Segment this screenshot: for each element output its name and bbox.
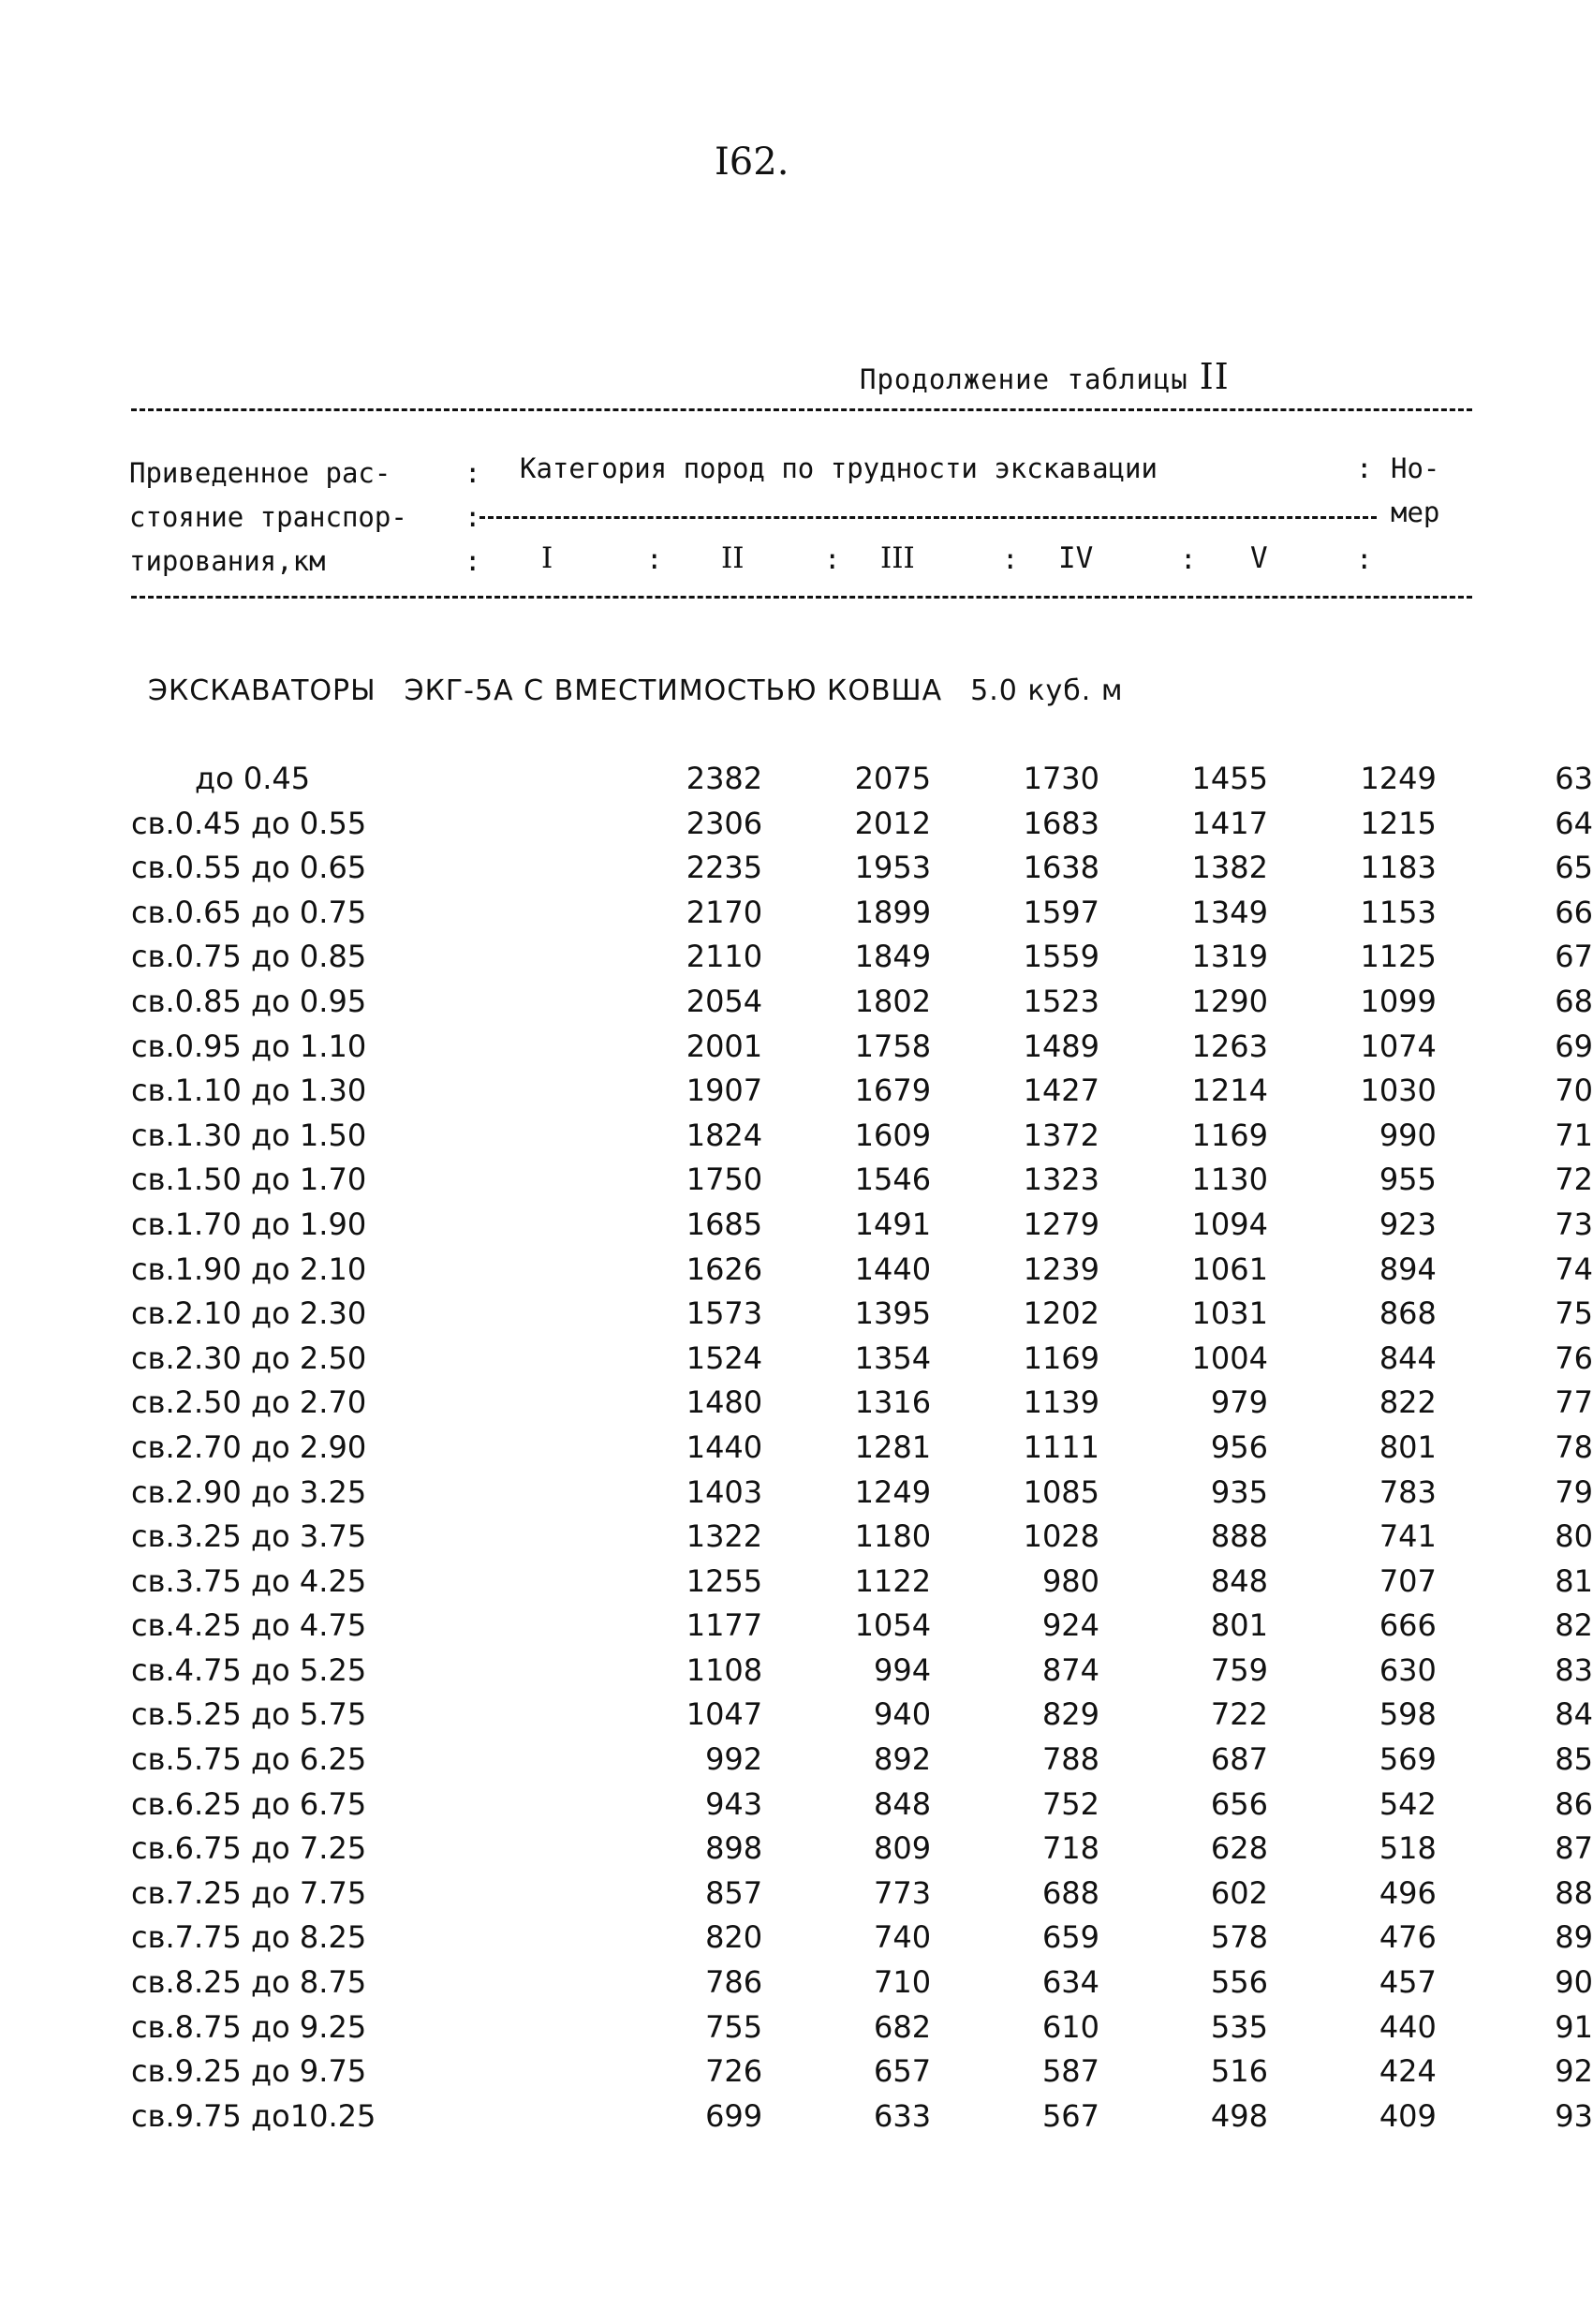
value-cat-v: 476 xyxy=(1379,1919,1437,1956)
value-cat-iii: 874 xyxy=(1041,1651,1100,1688)
value-cat-iv: 687 xyxy=(1210,1741,1268,1778)
distance-range: св.0.95 до 1.10 xyxy=(131,1028,367,1064)
value-cat-ii: 892 xyxy=(874,1741,932,1778)
value-cat-iii: 1730 xyxy=(1023,761,1100,796)
value-cat-v: 1074 xyxy=(1360,1028,1437,1064)
value-cat-v: 630 xyxy=(1379,1651,1437,1688)
row-number: 90 xyxy=(1555,1964,1593,2001)
value-cat-iii: 1111 xyxy=(1023,1428,1100,1465)
table-row xyxy=(131,1872,1593,1917)
table-row xyxy=(131,1604,1593,1649)
value-cat-iv: 1031 xyxy=(1191,1295,1268,1332)
value-cat-ii: 1440 xyxy=(854,1251,932,1287)
value-cat-iii: 567 xyxy=(1041,2097,1100,2134)
table-row xyxy=(131,1025,1593,1070)
value-cat-iii: 1559 xyxy=(1023,939,1100,975)
value-cat-iii: 1638 xyxy=(1023,850,1100,886)
table-row xyxy=(131,1337,1593,1382)
value-cat-i: 1824 xyxy=(686,1117,763,1153)
header-col1-line3: тирования,км xyxy=(129,545,326,577)
value-cat-v: 457 xyxy=(1379,1964,1437,2001)
distance-range: св.2.10 до 2.30 xyxy=(131,1295,367,1332)
distance-range: св.1.30 до 1.50 xyxy=(131,1117,367,1153)
value-cat-v: 424 xyxy=(1379,2053,1437,2090)
row-number: 65 xyxy=(1555,850,1593,886)
row-number: 63 xyxy=(1555,761,1593,796)
distance-range: до 0.45 xyxy=(195,761,311,796)
header-separator: : xyxy=(1180,543,1197,575)
value-cat-iv: 1094 xyxy=(1191,1206,1268,1242)
value-cat-i: 699 xyxy=(705,2097,763,2134)
row-number: 85 xyxy=(1555,1741,1593,1778)
number-header-line1: Но- xyxy=(1391,452,1440,484)
header-col1-line1: Приведенное рас- xyxy=(129,457,391,489)
category-title: Категория пород по трудности экскавации xyxy=(520,452,1158,484)
value-cat-iv: 1349 xyxy=(1191,894,1268,930)
row-number: 81 xyxy=(1555,1562,1593,1599)
row-number: 71 xyxy=(1555,1117,1593,1153)
distance-range: св.7.75 до 8.25 xyxy=(131,1919,367,1956)
table-number: II xyxy=(1199,356,1230,397)
distance-range: св.5.75 до 6.25 xyxy=(131,1741,367,1778)
value-cat-i: 992 xyxy=(705,1741,763,1778)
row-number: 92 xyxy=(1555,2053,1593,2090)
value-cat-v: 990 xyxy=(1379,1117,1437,1153)
value-cat-iii: 1683 xyxy=(1023,805,1100,841)
value-cat-ii: 848 xyxy=(874,1785,932,1822)
value-cat-iv: 1417 xyxy=(1191,805,1268,841)
value-cat-ii: 1354 xyxy=(854,1340,932,1376)
distance-range: св.0.75 до 0.85 xyxy=(131,939,367,975)
row-number: 93 xyxy=(1555,2097,1593,2134)
value-cat-i: 857 xyxy=(705,1874,763,1911)
value-cat-v: 844 xyxy=(1379,1340,1437,1376)
value-cat-i: 898 xyxy=(705,1830,763,1867)
value-cat-ii: 1249 xyxy=(854,1473,932,1510)
header-col1-line2: стояние транспор- xyxy=(129,501,407,533)
table-row xyxy=(131,1114,1593,1159)
value-cat-iii: 1323 xyxy=(1023,1162,1100,1198)
value-cat-iii: 924 xyxy=(1041,1607,1100,1644)
value-cat-v: 1153 xyxy=(1360,894,1437,930)
distance-range: св.3.75 до 4.25 xyxy=(131,1562,367,1599)
value-cat-v: 783 xyxy=(1379,1473,1437,1510)
value-cat-i: 1626 xyxy=(686,1251,763,1287)
value-cat-v: 569 xyxy=(1379,1741,1437,1778)
category-v: V xyxy=(1250,541,1268,575)
value-cat-i: 1047 xyxy=(686,1696,763,1733)
value-cat-ii: 1395 xyxy=(854,1295,932,1332)
table-row xyxy=(131,846,1593,891)
distance-range: св.6.75 до 7.25 xyxy=(131,1830,367,1867)
table-continuation-label xyxy=(860,356,1230,397)
value-cat-iii: 1372 xyxy=(1023,1117,1100,1153)
header-separator: : xyxy=(465,501,481,533)
value-cat-iv: 1455 xyxy=(1191,761,1268,796)
value-cat-i: 820 xyxy=(705,1919,763,1956)
category-ii: II xyxy=(721,541,745,575)
distance-range: св.2.50 до 2.70 xyxy=(131,1384,367,1421)
value-cat-i: 1255 xyxy=(686,1562,763,1599)
value-cat-iv: 1061 xyxy=(1191,1251,1268,1287)
distance-range: св.2.90 до 3.25 xyxy=(131,1473,367,1510)
table-body xyxy=(131,757,1593,2139)
value-cat-i: 2382 xyxy=(686,761,763,796)
header-separator: : xyxy=(1356,452,1373,484)
value-cat-v: 741 xyxy=(1379,1518,1437,1555)
row-number: 74 xyxy=(1555,1251,1593,1287)
row-number: 78 xyxy=(1555,1428,1593,1465)
value-cat-v: 1249 xyxy=(1360,761,1437,796)
value-cat-iv: 578 xyxy=(1210,1919,1268,1956)
value-cat-iv: 1214 xyxy=(1191,1073,1268,1109)
value-cat-iii: 1427 xyxy=(1023,1073,1100,1109)
value-cat-i: 2306 xyxy=(686,805,763,841)
value-cat-ii: 1953 xyxy=(854,850,932,886)
distance-range: св.8.25 до 8.75 xyxy=(131,1964,367,2001)
value-cat-ii: 1899 xyxy=(854,894,932,930)
value-cat-ii: 1281 xyxy=(854,1428,932,1465)
row-number: 86 xyxy=(1555,1785,1593,1822)
header-separator: : xyxy=(465,545,481,577)
value-cat-iv: 556 xyxy=(1210,1964,1268,2001)
value-cat-v: 801 xyxy=(1379,1428,1437,1465)
header-separator: : xyxy=(1002,543,1019,575)
category-iii: III xyxy=(880,541,915,575)
distance-range: св.2.70 до 2.90 xyxy=(131,1428,367,1465)
row-number: 69 xyxy=(1555,1028,1593,1064)
value-cat-i: 1322 xyxy=(686,1518,763,1555)
value-cat-i: 2110 xyxy=(686,939,763,975)
page-number: I62. xyxy=(715,141,789,184)
value-cat-iv: 1382 xyxy=(1191,850,1268,886)
section-title xyxy=(148,674,1123,707)
value-cat-v: 1215 xyxy=(1360,805,1437,841)
value-cat-v: 666 xyxy=(1379,1607,1437,1644)
header-separator: : xyxy=(1356,543,1373,575)
category-iv: IV xyxy=(1058,541,1094,575)
value-cat-iii: 1597 xyxy=(1023,894,1100,930)
value-cat-i: 1108 xyxy=(686,1651,763,1688)
value-cat-i: 1440 xyxy=(686,1428,763,1465)
value-cat-ii: 1180 xyxy=(854,1518,932,1555)
distance-range: св.3.25 до 3.75 xyxy=(131,1518,367,1555)
continuation-text: Продолжение таблицы xyxy=(860,363,1188,395)
value-cat-iii: 1523 xyxy=(1023,983,1100,1019)
distance-range: св.8.75 до 9.25 xyxy=(131,2008,367,2045)
value-cat-iii: 829 xyxy=(1041,1696,1100,1733)
value-cat-iii: 1489 xyxy=(1023,1028,1100,1064)
distance-range: св.0.45 до 0.55 xyxy=(131,805,367,841)
value-cat-ii: 994 xyxy=(874,1651,932,1688)
value-cat-i: 1403 xyxy=(686,1473,763,1510)
table-row xyxy=(131,757,1593,802)
row-number: 80 xyxy=(1555,1518,1593,1555)
table-row xyxy=(131,1827,1593,1872)
distance-range: св.0.85 до 0.95 xyxy=(131,983,367,1019)
value-cat-ii: 1054 xyxy=(854,1607,932,1644)
value-cat-ii: 1679 xyxy=(854,1073,932,1109)
value-cat-v: 894 xyxy=(1379,1251,1437,1287)
value-cat-iv: 628 xyxy=(1210,1830,1268,1867)
value-cat-iv: 535 xyxy=(1210,2008,1268,2045)
value-cat-i: 2001 xyxy=(686,1028,763,1064)
value-cat-v: 707 xyxy=(1379,1562,1437,1599)
table-row xyxy=(131,1693,1593,1738)
header-bottom-rule xyxy=(131,596,1472,599)
value-cat-iii: 1279 xyxy=(1023,1206,1100,1242)
value-cat-v: 1099 xyxy=(1360,983,1437,1019)
row-number: 88 xyxy=(1555,1874,1593,1911)
value-cat-v: 868 xyxy=(1379,1295,1437,1332)
header-separator: : xyxy=(824,543,841,575)
value-cat-ii: 1609 xyxy=(854,1117,932,1153)
distance-range: св.2.30 до 2.50 xyxy=(131,1340,367,1376)
value-cat-iii: 752 xyxy=(1041,1785,1100,1822)
value-cat-i: 1750 xyxy=(686,1162,763,1198)
table-row xyxy=(131,1515,1593,1560)
value-cat-iii: 688 xyxy=(1041,1874,1100,1911)
section-title-part3: 5.0 куб. м xyxy=(970,674,1124,707)
value-cat-v: 1030 xyxy=(1360,1073,1437,1109)
value-cat-ii: 1546 xyxy=(854,1162,932,1198)
value-cat-ii: 940 xyxy=(874,1696,932,1733)
section-title-part2: ЭКГ-5А С ВМЕСТИМОСТЬЮ КОВША xyxy=(404,674,943,707)
value-cat-v: 518 xyxy=(1379,1830,1437,1867)
value-cat-iv: 602 xyxy=(1210,1874,1268,1911)
row-number: 68 xyxy=(1555,983,1593,1019)
value-cat-iii: 1169 xyxy=(1023,1340,1100,1376)
value-cat-i: 1907 xyxy=(686,1073,763,1109)
table-row xyxy=(131,980,1593,1025)
value-cat-iv: 656 xyxy=(1210,1785,1268,1822)
row-number: 66 xyxy=(1555,894,1593,930)
value-cat-i: 726 xyxy=(705,2053,763,2090)
row-number: 70 xyxy=(1555,1073,1593,1109)
value-cat-v: 440 xyxy=(1379,2008,1437,2045)
distance-range: св.9.25 до 9.75 xyxy=(131,2053,367,2090)
value-cat-iii: 1085 xyxy=(1023,1473,1100,1510)
table-row xyxy=(131,1916,1593,1961)
header-separator: : xyxy=(646,543,663,575)
category-underline xyxy=(479,516,1377,519)
row-number: 75 xyxy=(1555,1295,1593,1332)
row-number: 79 xyxy=(1555,1473,1593,1510)
table-row xyxy=(131,2006,1593,2050)
table-row xyxy=(131,802,1593,847)
row-number: 77 xyxy=(1555,1384,1593,1421)
row-number: 84 xyxy=(1555,1696,1593,1733)
table-row xyxy=(131,1783,1593,1828)
value-cat-iv: 848 xyxy=(1210,1562,1268,1599)
value-cat-ii: 1122 xyxy=(854,1562,932,1599)
table-row xyxy=(131,1738,1593,1783)
value-cat-iii: 587 xyxy=(1041,2053,1100,2090)
value-cat-iv: 516 xyxy=(1210,2053,1268,2090)
header-top-rule xyxy=(131,408,1472,411)
distance-range: св.1.50 до 1.70 xyxy=(131,1162,367,1198)
row-number: 72 xyxy=(1555,1162,1593,1198)
table-row xyxy=(131,1292,1593,1337)
distance-range: св.5.25 до 5.75 xyxy=(131,1696,367,1733)
value-cat-iv: 956 xyxy=(1210,1428,1268,1465)
table-row xyxy=(131,1381,1593,1426)
value-cat-v: 598 xyxy=(1379,1696,1437,1733)
value-cat-ii: 1802 xyxy=(854,983,932,1019)
row-number: 91 xyxy=(1555,2008,1593,2045)
value-cat-ii: 2075 xyxy=(854,761,932,796)
value-cat-v: 1125 xyxy=(1360,939,1437,975)
value-cat-v: 822 xyxy=(1379,1384,1437,1421)
value-cat-i: 2170 xyxy=(686,894,763,930)
value-cat-iv: 1290 xyxy=(1191,983,1268,1019)
value-cat-i: 786 xyxy=(705,1964,763,2001)
value-cat-iii: 980 xyxy=(1041,1562,1100,1599)
distance-range: св.0.55 до 0.65 xyxy=(131,850,367,886)
value-cat-iii: 1239 xyxy=(1023,1251,1100,1287)
value-cat-i: 2235 xyxy=(686,850,763,886)
value-cat-iii: 659 xyxy=(1041,1919,1100,1956)
value-cat-ii: 710 xyxy=(874,1964,932,2001)
table-row xyxy=(131,891,1593,936)
value-cat-ii: 773 xyxy=(874,1874,932,1911)
value-cat-iv: 979 xyxy=(1210,1384,1268,1421)
value-cat-ii: 633 xyxy=(874,2097,932,2134)
value-cat-iv: 801 xyxy=(1210,1607,1268,1644)
number-header-line2: мер xyxy=(1391,496,1440,528)
distance-range: св.1.90 до 2.10 xyxy=(131,1251,367,1287)
header-separator: : xyxy=(465,457,481,489)
value-cat-iv: 759 xyxy=(1210,1651,1268,1688)
distance-range: св.4.25 до 4.75 xyxy=(131,1607,367,1644)
table-row xyxy=(131,1649,1593,1694)
section-title-part1: ЭКСКАВАТОРЫ xyxy=(148,674,376,707)
table-row xyxy=(131,1248,1593,1293)
distance-range: св.1.70 до 1.90 xyxy=(131,1206,367,1242)
value-cat-iv: 722 xyxy=(1210,1696,1268,1733)
distance-range: св.0.65 до 0.75 xyxy=(131,894,367,930)
value-cat-v: 955 xyxy=(1379,1162,1437,1198)
value-cat-v: 923 xyxy=(1379,1206,1437,1242)
table-row xyxy=(131,1471,1593,1516)
value-cat-i: 1177 xyxy=(686,1607,763,1644)
value-cat-iii: 1028 xyxy=(1023,1518,1100,1555)
table-row xyxy=(131,2095,1593,2139)
value-cat-ii: 682 xyxy=(874,2008,932,2045)
value-cat-iv: 498 xyxy=(1210,2097,1268,2134)
value-cat-iv: 1263 xyxy=(1191,1028,1268,1064)
value-cat-i: 943 xyxy=(705,1785,763,1822)
distance-range: св.7.25 до 7.75 xyxy=(131,1874,367,1911)
value-cat-iii: 1139 xyxy=(1023,1384,1100,1421)
table-row xyxy=(131,1560,1593,1605)
distance-range: св.6.25 до 6.75 xyxy=(131,1785,367,1822)
value-cat-v: 1183 xyxy=(1360,850,1437,886)
value-cat-ii: 740 xyxy=(874,1919,932,1956)
value-cat-ii: 809 xyxy=(874,1830,932,1867)
distance-range: св.1.10 до 1.30 xyxy=(131,1073,367,1109)
value-cat-iv: 1130 xyxy=(1191,1162,1268,1198)
value-cat-ii: 1316 xyxy=(854,1384,932,1421)
table-row xyxy=(131,1961,1593,2006)
value-cat-i: 1685 xyxy=(686,1206,763,1242)
value-cat-ii: 1491 xyxy=(854,1206,932,1242)
row-number: 87 xyxy=(1555,1830,1593,1867)
row-number: 64 xyxy=(1555,805,1593,841)
value-cat-i: 1573 xyxy=(686,1295,763,1332)
value-cat-iii: 718 xyxy=(1041,1830,1100,1867)
value-cat-i: 1480 xyxy=(686,1384,763,1421)
value-cat-iii: 610 xyxy=(1041,2008,1100,2045)
table-row xyxy=(131,2050,1593,2095)
value-cat-iv: 935 xyxy=(1210,1473,1268,1510)
distance-range: св.9.75 до10.25 xyxy=(131,2097,376,2134)
table-row xyxy=(131,1069,1593,1114)
row-number: 73 xyxy=(1555,1206,1593,1242)
table-row xyxy=(131,935,1593,980)
value-cat-iii: 1202 xyxy=(1023,1295,1100,1332)
value-cat-iii: 788 xyxy=(1041,1741,1100,1778)
value-cat-v: 542 xyxy=(1379,1785,1437,1822)
distance-range: св.4.75 до 5.25 xyxy=(131,1651,367,1688)
table-row xyxy=(131,1158,1593,1203)
row-number: 67 xyxy=(1555,939,1593,975)
row-number: 83 xyxy=(1555,1651,1593,1688)
value-cat-iv: 1169 xyxy=(1191,1117,1268,1153)
value-cat-ii: 1849 xyxy=(854,939,932,975)
value-cat-i: 755 xyxy=(705,2008,763,2045)
value-cat-ii: 2012 xyxy=(854,805,932,841)
row-number: 89 xyxy=(1555,1919,1593,1956)
row-number: 76 xyxy=(1555,1340,1593,1376)
value-cat-i: 1524 xyxy=(686,1340,763,1376)
value-cat-ii: 1758 xyxy=(854,1028,932,1064)
value-cat-i: 2054 xyxy=(686,983,763,1019)
value-cat-iv: 1004 xyxy=(1191,1340,1268,1376)
value-cat-iii: 634 xyxy=(1041,1964,1100,2001)
value-cat-iv: 1319 xyxy=(1191,939,1268,975)
row-number: 82 xyxy=(1555,1607,1593,1644)
data-table xyxy=(131,757,1593,2139)
table-row xyxy=(131,1426,1593,1471)
value-cat-ii: 657 xyxy=(874,2053,932,2090)
value-cat-iv: 888 xyxy=(1210,1518,1268,1555)
value-cat-v: 409 xyxy=(1379,2097,1437,2134)
category-i: I xyxy=(541,541,553,575)
value-cat-v: 496 xyxy=(1379,1874,1437,1911)
table-row xyxy=(131,1203,1593,1248)
